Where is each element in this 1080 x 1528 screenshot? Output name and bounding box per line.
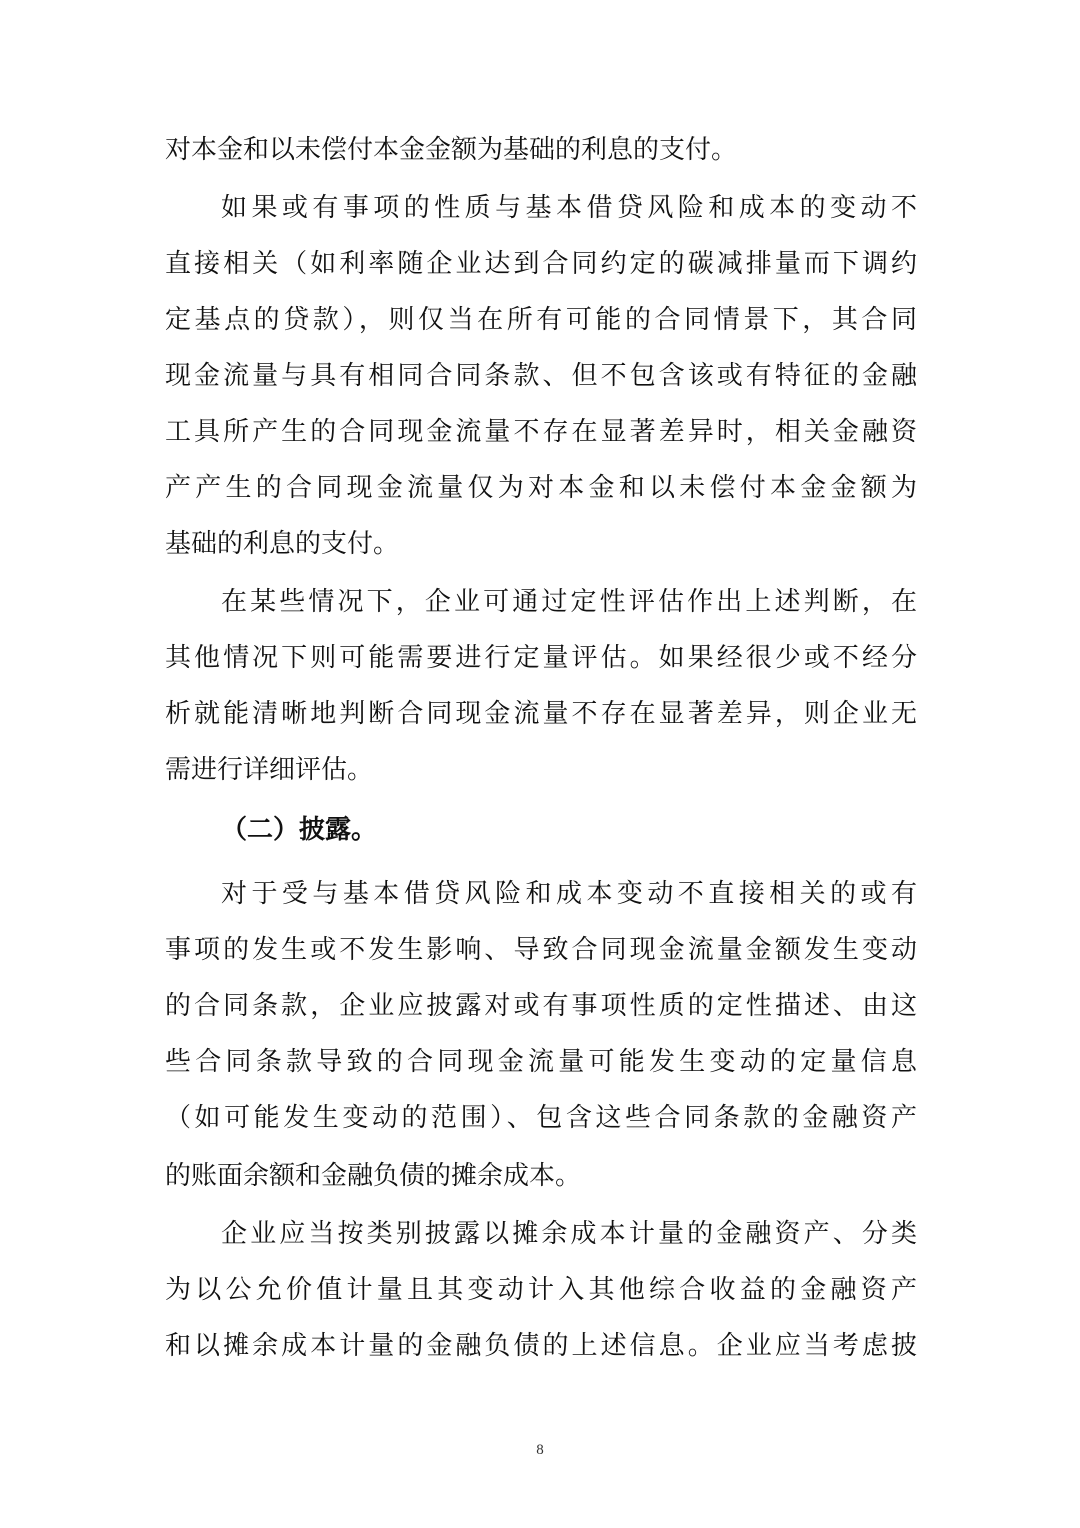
text-line: 需进行详细评估。 — [165, 755, 374, 785]
text-line: 的合同条款，企业应披露对或有事项性质的定性描述、由这 — [165, 991, 917, 1021]
text-line: 现金流量与具有相同合同条款、但不包含该或有特征的金融 — [165, 361, 917, 391]
text-line: （如可能发生变动的范围）、包含这些合同条款的金融资产 — [165, 1103, 917, 1133]
text-line: 事项的发生或不发生影响、导致合同现金流量金额发生变动 — [165, 935, 917, 965]
text-line: 和以摊余成本计量的金融负债的上述信息。企业应当考虑披 — [165, 1331, 917, 1361]
paragraph-first-line: 对于受与基本借贷风险和成本变动不直接相关的或有 — [221, 879, 917, 909]
page-number: 8 — [536, 1442, 544, 1458]
paragraph-first-line: 如果或有事项的性质与基本借贷风险和成本的变动不 — [221, 193, 917, 223]
text-line: 基础的利息的支付。 — [165, 529, 400, 559]
section-heading: （二）披露。 — [221, 815, 378, 845]
text-line: 直接相关（如利率随企业达到合同约定的碳减排量而下调约 — [165, 249, 917, 279]
text-line: 为以公允价值计量且其变动计入其他综合收益的金融资产 — [165, 1275, 917, 1305]
text-line: 些合同条款导致的合同现金流量可能发生变动的定量信息 — [165, 1047, 917, 1077]
paragraph-first-line: 在某些情况下，企业可通过定性评估作出上述判断，在 — [221, 587, 917, 617]
text-line: 对本金和以未偿付本金金额为基础的利息的支付。 — [165, 135, 738, 165]
text-line: 其他情况下则可能需要进行定量评估。如果经很少或不经分 — [165, 643, 917, 673]
text-line: 工具所产生的合同现金流量不存在显著差异时，相关金融资 — [165, 417, 917, 447]
paragraph-first-line: 企业应当按类别披露以摊余成本计量的金融资产、分类 — [221, 1219, 917, 1249]
text-line: 析就能清晰地判断合同现金流量不存在显著差异，则企业无 — [165, 699, 917, 729]
text-line: 定基点的贷款），则仅当在所有可能的合同情景下，其合同 — [165, 305, 917, 335]
text-line: 产产生的合同现金流量仅为对本金和以未偿付本金金额为 — [165, 473, 917, 503]
text-line: 的账面余额和金融负债的摊余成本。 — [165, 1161, 582, 1191]
